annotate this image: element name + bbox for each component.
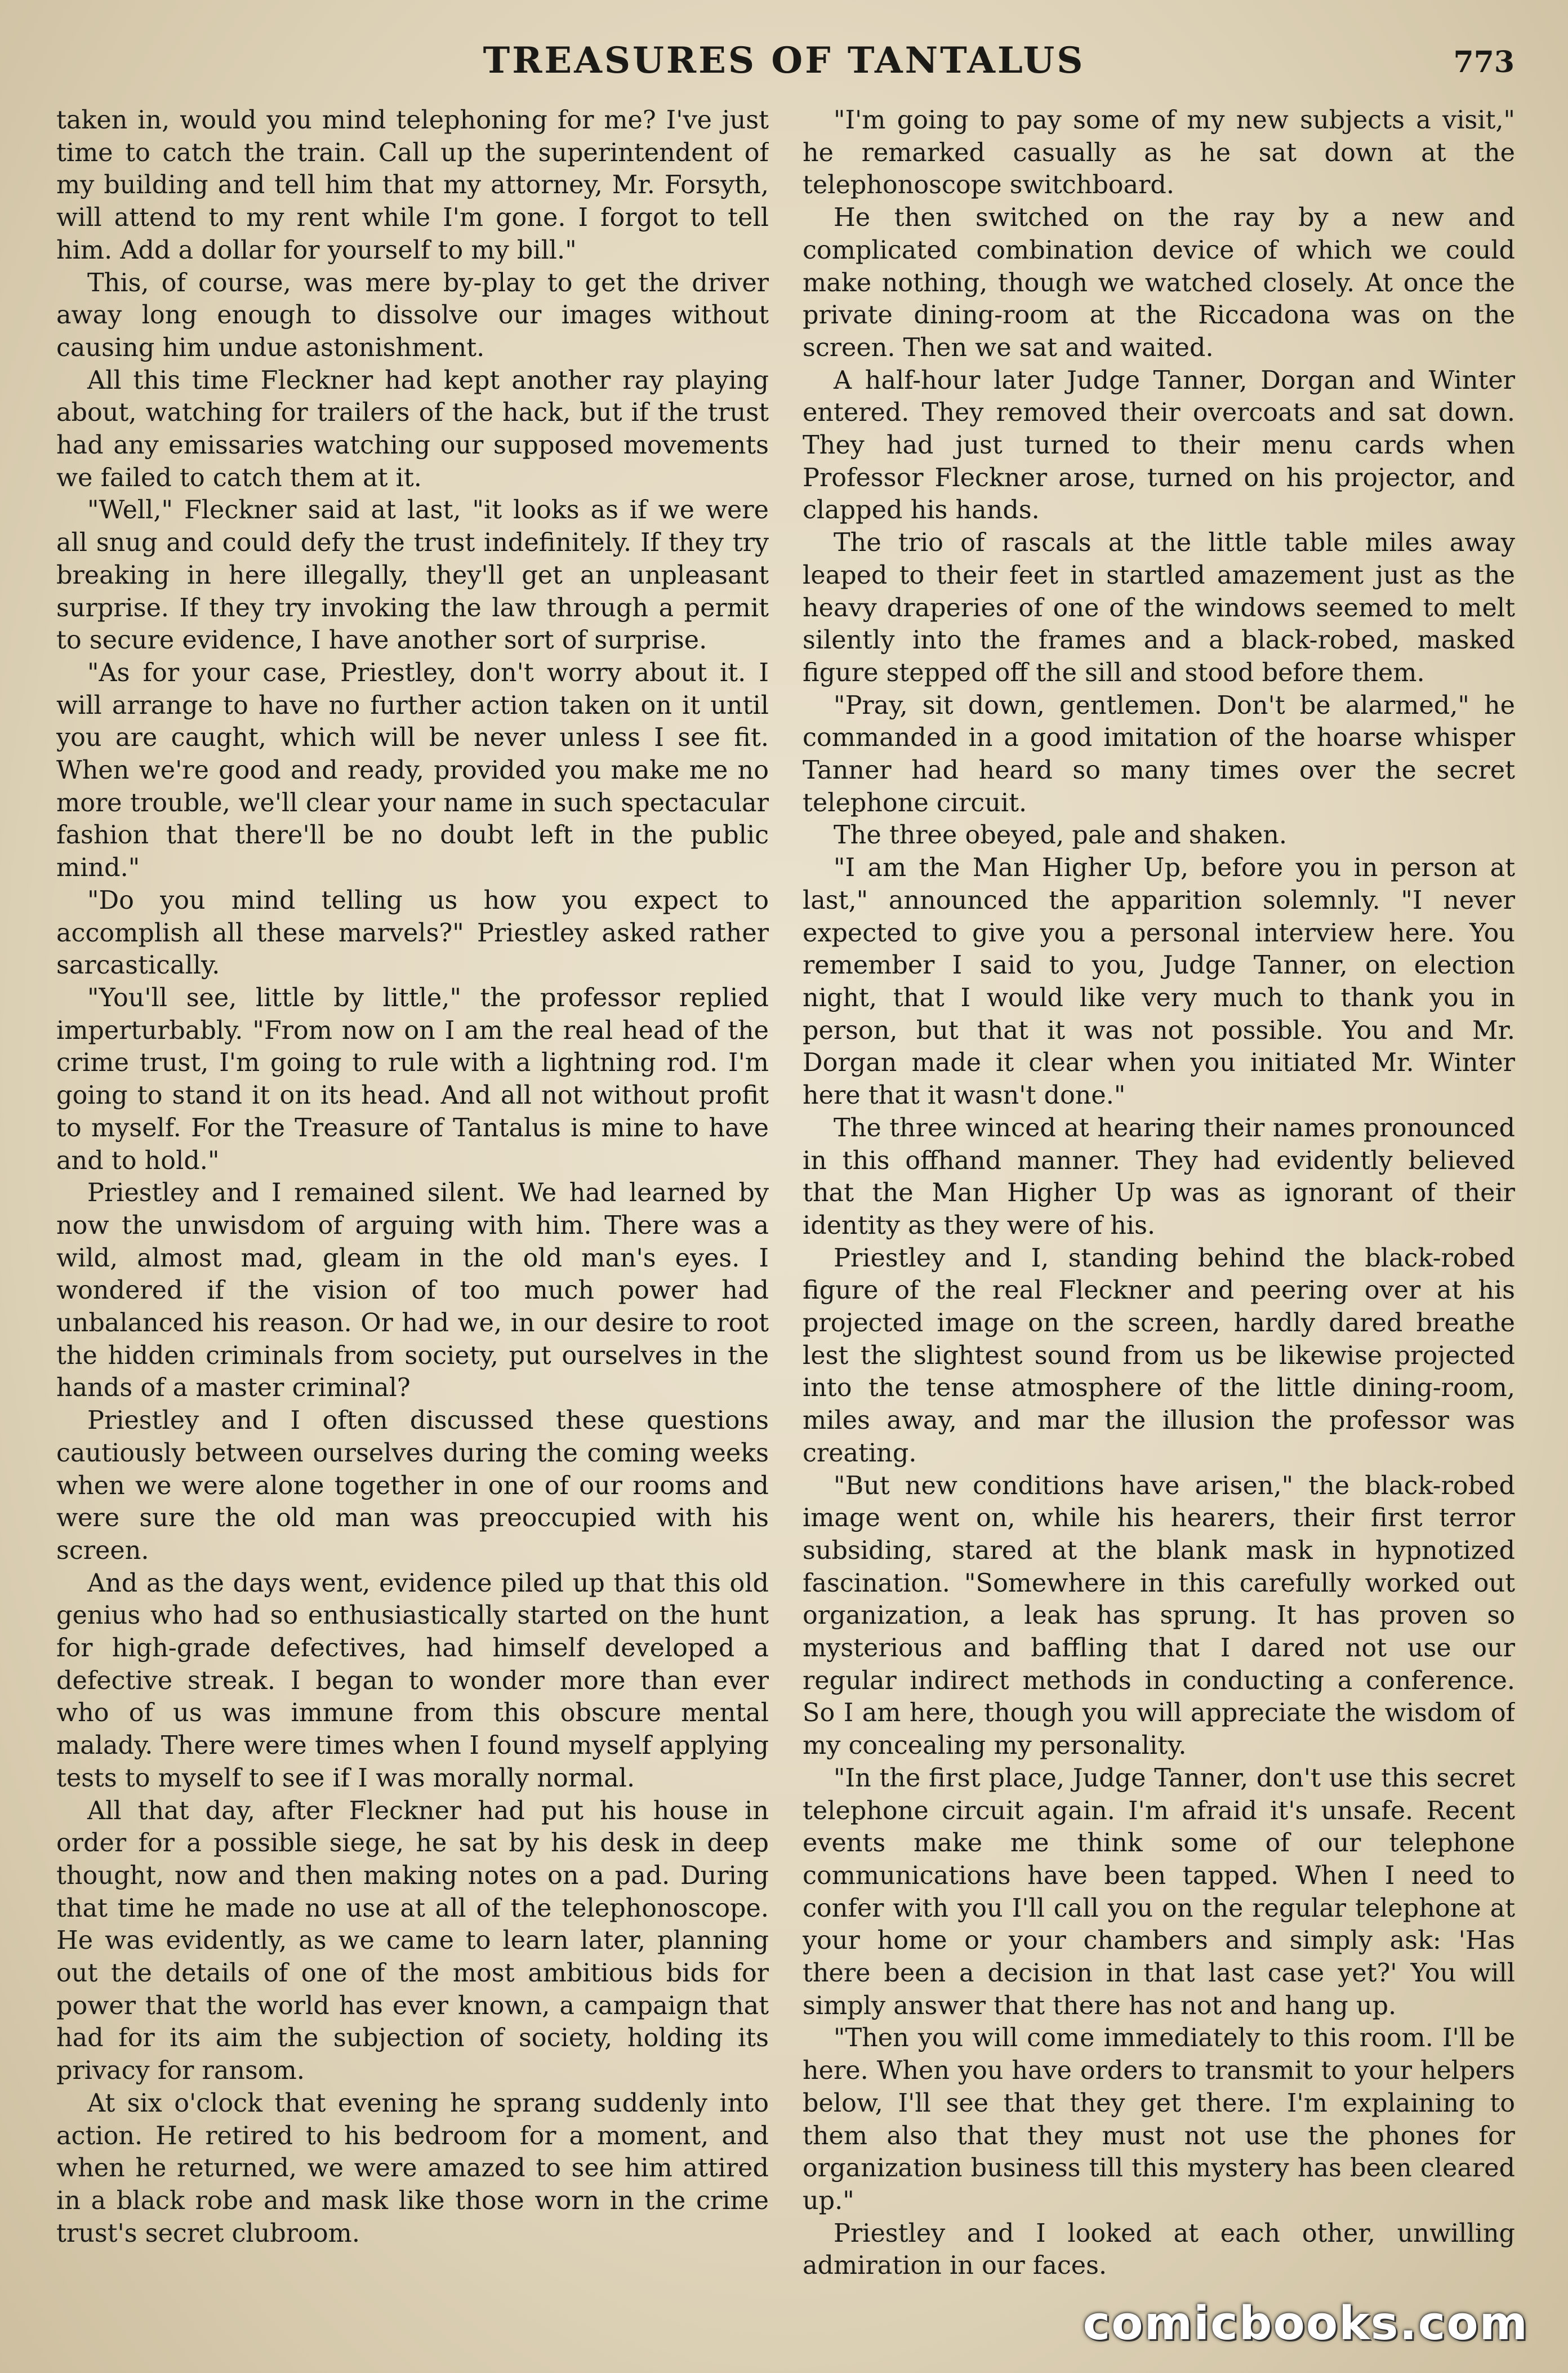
right-column: [803, 104, 1515, 2330]
paragraph: Priestley and I, standing behind the black-robed figure of the real Fleckner and peering over at his projected image on the screen, hardly dared breathe lest the slightest sound from us be likewise projected into the tense atmosphere of the little dining-room, miles away, and mar the illusion the professor was creating.: [803, 1243, 1515, 1468]
paragraph: This, of course, was mere by-play to get the driver away long enough to dissolve our images without causing him undue astonishment.: [56, 268, 769, 362]
paragraph: "Do you mind telling us how you expect to accomplish all these marvels?" Priestley asked rather sarcastically.: [56, 886, 769, 980]
paragraph: All this time Fleckner had kept another ray playing about, watching for trailers of the hack, but if the trust had any emissaries watching our supposed movements we failed to catch them at it.: [56, 366, 769, 492]
running-title: TREASURES OF TANTALUS: [483, 39, 1085, 82]
paragraph: "But new conditions have arisen," the black-robed image went on, while his hearers, their first terror subsiding, stared at the blank mask in hypnotized fascination. "Somewhere in this carefully worked out organization, a leak has sprung. It has proven so mysterious and baffling that I dared not use our regular indirect methods in conducting a conference. So I am here, though you will appreciate the wisdom of my concealing my personality.: [803, 1471, 1515, 1761]
paragraph: Priestley and I often discussed these questions cautiously between ourselves during the coming weeks when we were alone together in one of our rooms and were sure the old man was preoccupied with his screen.: [56, 1406, 769, 1565]
paragraph: The trio of rascals at the little table miles away leaped to their feet in startled amazement just as the heavy draperies of one of the windows seemed to melt silently into the frames and a black-robed, masked figure stepped off the sill and stood before them.: [803, 528, 1515, 687]
paragraph: He then switched on the ray by a new and complicated combination device of which we could make nothing, though we watched closely. At once the private dining-room at the Riccadona was on the screen. Then we sat and waited.: [803, 203, 1515, 362]
paragraph: "I'm going to pay some of my new subjects a visit," he remarked casually as he sat down at the telephonoscope switchboard.: [803, 106, 1515, 200]
page-number: 773: [1453, 45, 1514, 79]
paragraph: "Well," Fleckner said at last, "it looks as if we were all snug and could defy the trust indefinitely. If they try breaking in here illegally, they'll get an unpleasant surprise. If they try invoking the law through a permit to secure evidence, I have another sort of surprise.: [56, 496, 769, 655]
paragraph: And as the days went, evidence piled up that this old genius who had so enthusiastically started on the hunt for high-grade defectives, had himself developed a defective streak. I began to wonder more than ever who of us was immune from this obscure mental malady. There were times when I found myself applying tests to myself to see if I was morally normal.: [56, 1568, 769, 1793]
paragraph: "Pray, sit down, gentlemen. Don't be alarmed," he commanded in a good imitation of the hoarse whisper Tanner had heard so many times over the secret telephone circuit.: [803, 691, 1515, 817]
paragraph: taken in, would you mind telephoning for me? I've just time to catch the train. Call up the superintendent of my building and tell him that my attorney, Mr. Forsyth, will attend to my rent while I'm gone. I forgot to tell him. Add a dollar for yourself to my bill.": [56, 106, 769, 265]
paragraph: The three obeyed, pale and shaken.: [834, 821, 1287, 850]
site-watermark: comicbooks.com: [1083, 2297, 1529, 2350]
paragraph: A half-hour later Judge Tanner, Dorgan and Winter entered. They removed their overcoats and sat down. They had just turned to their menu cards when Professor Fleckner arose, turned on his projector, and clapped his hands.: [803, 366, 1515, 525]
paragraph: "I am the Man Higher Up, before you in person at last," announced the apparition solemnly. "I never expected to give you a personal interview here. You remember I said to you, Judge Tanner, on election night, that I would like very much to thank you in person, but that it was not possible. You and Mr. Dorgan made it clear when you initiated Mr. Winter here that it wasn't done.": [803, 854, 1515, 1110]
paragraph: Priestley and I looked at each other, unwilling admiration in our faces.: [803, 2219, 1515, 2281]
left-column: [56, 104, 769, 2330]
paragraph: The three winced at hearing their names pronounced in this offhand manner. They had evidently believed that the Man Higher Up was as ignorant of their identity as they were of his.: [803, 1113, 1515, 1240]
paragraph: Priestley and I remained silent. We had learned by now the unwisdom of arguing with him. There was a wild, almost mad, gleam in the old man's eyes. I wondered if the vision of too much power had unbalanced his reason. Or had we, in our desire to root the hidden criminals from society, put ourselves in the hands of a master criminal?: [56, 1179, 769, 1403]
paragraph: All that day, after Fleckner had put his house in order for a possible siege, he sat by his desk in deep thought, now and then making notes on a pad. During that time he made no use at all of the telephonoscope. He was evidently, as we came to learn later, planning out the details of one of the most ambitious bids for power that the world has ever known, a campaign that had for its aim the subjection of society, holding its privacy for ransom.: [56, 1796, 769, 2086]
page-header: [0, 34, 1568, 96]
paragraph: "Then you will come immediately to this room. I'll be here. When you have orders to transmit to your helpers below, I'll see that they get there. I'm explaining to them also that they must not use the phones for organization business till this mystery has been cleared up.": [803, 2024, 1515, 2215]
paragraph: "You'll see, little by little," the professor replied imperturbably. "From now on I am the real head of the crime trust, I'm going to rule with a lightning rod. I'm going to stand it on its head. And all not without profit to myself. For the Treasure of Tantalus is mine to have and to hold.": [56, 983, 769, 1175]
paragraph: "As for your case, Priestley, don't worry about it. I will arrange to have no further action taken on it until you are caught, which will be never unless I see fit. When we're good and ready, provided you make me no more trouble, we'll clear your name in such spectacular fashion that there'll be no doubt left in the public mind.": [56, 658, 769, 883]
paragraph: "In the first place, Judge Tanner, don't use this secret telephone circuit again. I'm afraid it's unsafe. Recent events make me think some of our telephone communications have been tapped. When I need to confer with you I'll call you on the regular telephone at your home or your chambers and simply ask: 'Has there been a decision in that last case yet?' You will simply answer that there has not and hang up.: [803, 1763, 1515, 2020]
paragraph: At six o'clock that evening he sprang suddenly into action. He retired to his bedroom for a moment, and when he returned, we were amazed to see him attired in a black robe and mask like those worn in the crime trust's secret clubroom.: [56, 2088, 769, 2248]
